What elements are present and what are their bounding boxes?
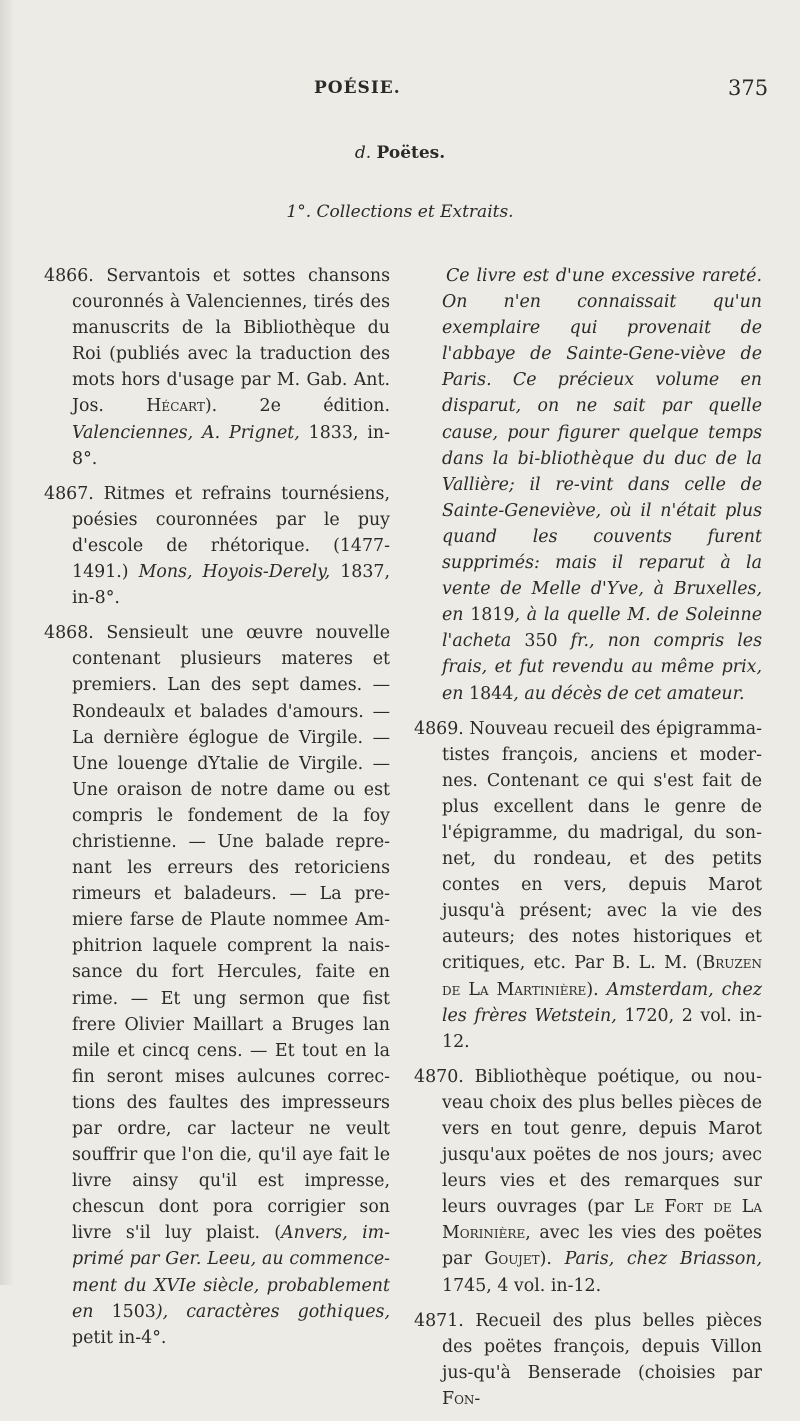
entry-text: ). bbox=[586, 979, 599, 1000]
catalog-entry-4870 bbox=[414, 1064, 762, 1299]
entry-text: , avec les vies des poëtes par bbox=[442, 1223, 762, 1270]
entry-number: 4870. bbox=[414, 1066, 464, 1087]
entry-imprint: Anvers, im-primé par Ger. Leeu, au commence-ment du XVIe siècle, probablement en bbox=[72, 1223, 390, 1322]
note-year: 1819 bbox=[470, 605, 515, 626]
entry-number: 4868. bbox=[44, 623, 94, 644]
entry-author: Bruzen de La Martinière bbox=[442, 953, 762, 1000]
section-letter: d. bbox=[354, 143, 372, 163]
left-column bbox=[44, 263, 390, 1360]
entry-text: Nouveau recueil des épigramma-tistes françois, anciens et moder-nes. Contenant ce qui s'est fait de plus excellent dans le genre de l'épigramme, du madrigal, du son-net, du rondeau, et des petits contes en vers, depuis Marot jusqu'à présent; avec la vie des auteurs; des notes historiques et critiques, etc. Par B. L. M. ( bbox=[442, 718, 762, 974]
note-price: 350 bbox=[524, 631, 558, 652]
entry-number: 4871. bbox=[414, 1310, 464, 1331]
entry-year: 1503 bbox=[111, 1301, 156, 1322]
catalog-entry-4869 bbox=[414, 716, 762, 1055]
entry-text: ). 2e édition. bbox=[204, 396, 390, 417]
entry-author: Le Fort de La Morinière bbox=[442, 1197, 762, 1244]
note-year: 1844 bbox=[469, 683, 514, 704]
entry-text: 1745, 4 vol. in-12. bbox=[442, 1275, 602, 1296]
entry-text: Recueil des plus belles pièces des poëtes françois, depuis Villon jus-qu'à Benserade (choisies par bbox=[442, 1310, 762, 1383]
entry-author: Fon- bbox=[442, 1388, 481, 1409]
entry-text: Ritmes et refrains tournésiens, poésies couronnées par le puy d'escole de rhétorique. (1477-1491.) bbox=[72, 483, 391, 583]
note-text: , au décès de cet amateur. bbox=[513, 683, 745, 704]
page-gutter-shadow bbox=[0, 0, 14, 1285]
entry-number: 4866. bbox=[44, 266, 94, 286]
entry-imprint: ), caractères gothiques, bbox=[155, 1301, 391, 1322]
entry-text: Sensieult une œuvre nouvelle contenant plusieurs materes et premiers. Lan des sept dames. — Rondeaulx et balades d'amours. — La dernière églogue de Virgile. — Une louenge dYtalie de Virgile. — Une oraison de notre dame ou est compris le fondement de la foy christienne. — Une balade repre-nant les erreurs des retoriciens rimeurs et baladeurs. — La pre-miere farse de Plaute nommee Am-phitrion laquele comprent la nais-sance du fort Hercules, faite en rime. — Et ung sermon que fist frere Olivier Maillart a Bruges lan mile et cincq cens. — Et tout en la fin seront mises aulcunes correc-tions des faultes des impresseurs par ordre, car lacteur ne veult souffrir que l'on die, qu'il aye fait le livre ainsy qu'il est impresse, chescun dont pora corrigier son livre s'il luy plaist. ( bbox=[72, 623, 390, 1244]
catalog-entry-4868 bbox=[44, 620, 390, 1351]
right-column bbox=[414, 263, 762, 1421]
note-text: Ce livre est d'une excessive rareté. On n'en connaissait qu'un exemplaire qui provenait de l'abbaye de Sainte-Gene-viève de Paris. Ce précieux volume en disparut, on ne sait par quelle cause, pour figurer quelque temps dans la bi-bliothèque du duc de la Vallière; il re-vint dans celle de Sainte-Geneviève, où il n'était plus quand les couvents furent supprimés: mais il reparut à la vente de Melle d'Yve, à Bruxelles, en bbox=[442, 266, 762, 626]
entry-text: Servantois et sottes chansons couronnés à Valenciennes, tirés des manuscrits de la Bibliothèque du Roi (publiés avec la traduction des mots hors d'usage par M. Gab. Ant. Jos. bbox=[72, 266, 391, 417]
catalog-entry-4871 bbox=[414, 1308, 762, 1412]
note-text: fr., non compris les frais, et fut revendu au même prix, en bbox=[442, 631, 762, 704]
page-number: 375 bbox=[728, 76, 769, 100]
entry-author: Goujet bbox=[484, 1249, 540, 1270]
entry-imprint: Amsterdam, chez les frères Wetstein, bbox=[442, 979, 762, 1026]
entry-text: 1837, in-8°. bbox=[72, 562, 390, 609]
subsection-heading: 1°. Collections et Extraits. bbox=[286, 202, 514, 222]
entry-text: 1833, in-8°. bbox=[72, 422, 391, 469]
entry-imprint: Valenciennes, A. Prignet, bbox=[72, 422, 300, 443]
entry-text: 1720, 2 vol. in-12. bbox=[442, 1005, 762, 1052]
entry-imprint: Mons, Hoyois-Derely, bbox=[138, 562, 331, 583]
entry-imprint: Paris, chez Briasson, bbox=[564, 1249, 763, 1270]
note-text: , à la quelle M. de Soleinne l'acheta bbox=[442, 605, 762, 652]
entry-text: Bibliothèque poétique, ou nou-veau choix des plus belles pièces de vers en tout genre, depuis Marot jusqu'aux poëtes de nos jours; avec leurs vies et des remarques sur leurs ouvrages (par bbox=[442, 1066, 763, 1218]
catalog-entry-4866 bbox=[44, 263, 390, 472]
running-head-title: POÉSIE. bbox=[314, 78, 401, 98]
entry-number: 4869. bbox=[414, 718, 464, 739]
catalog-note-4868 bbox=[414, 263, 762, 707]
entry-number: 4867. bbox=[44, 483, 94, 504]
section-title: Poëtes. bbox=[376, 143, 446, 163]
section-heading bbox=[0, 143, 800, 163]
entry-text: ). bbox=[539, 1249, 552, 1270]
entry-author: Hécart bbox=[146, 396, 205, 417]
entry-text: petit in-4°. bbox=[72, 1327, 167, 1348]
catalog-entry-4867 bbox=[44, 481, 390, 611]
running-head bbox=[0, 76, 800, 100]
